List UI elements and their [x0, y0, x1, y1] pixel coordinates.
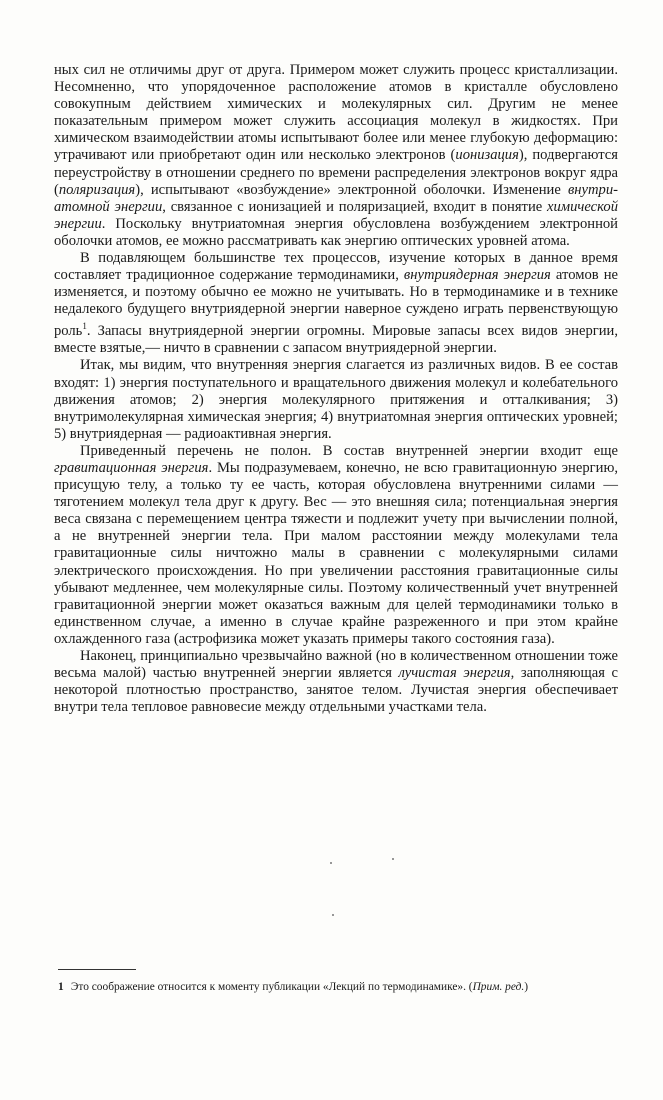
- text-run: , связанное с ионизацией и поляризацией, входит в понятие: [162, 198, 548, 215]
- main-text: [54, 62, 618, 716]
- italic-term: химической энергии: [54, 198, 618, 232]
- italic-term: поляризация: [58, 181, 136, 198]
- italic-term: гравитационная энергия: [54, 460, 209, 477]
- text-run: Наконец, принципиально чрезвычайно важной (но в количественном отношении тоже весьма малой) частью внутренней энергии является: [54, 648, 618, 682]
- text-run: В подавляющем большинстве тех процессов, изучение которых в данное время составляет традиционное содержание термодинамики,: [54, 250, 618, 284]
- text-run: Приведенный перечень не полон. В состав внутренней энергии входит еще: [80, 442, 618, 459]
- print-speck: [330, 862, 332, 864]
- text-run: ), испытывают «возбуждение» электронной оболочки. Изменение: [135, 181, 568, 198]
- paragraph-5: [54, 648, 618, 716]
- paragraph-1: [54, 62, 618, 250]
- text-run: . Мы подразумеваем, конечно, не всю гравитационную энергию, присущую телу, а только ту ее часть, которая обусловлена внутренними силами — тяготением молекул тела друг к другу. Вес — это внешняя сила; потенциальная энергия веса связана с перемещением центра тяжести и подлежит учету при вычислении полной, а не внутренней энергии тела. При малом расстоянии между молекулами тела гравитационные силы ничтожно малы в сравнении с молекулярными силами электрического происхождения. Но при увеличении расстояния гравитационные силы убывают медленнее, чем молекулярные силы. Поэтому количественный учет внутренней гравитационной энергии может оказаться важным для целей термодинамики только в единственном случае, а именно в случае крайне разреженного и при этом крайне охлажденного газа (астрофизика может указать примеры такого состояния газа).: [54, 460, 618, 647]
- footnote-editor-note: Прим. ред.: [472, 981, 525, 993]
- paragraph-3: [54, 357, 618, 442]
- footnote-ref: 1: [82, 321, 87, 332]
- italic-term: лучистая энергия: [398, 665, 511, 682]
- print-speck: [392, 858, 394, 860]
- footnote-closing: ): [524, 981, 529, 993]
- paragraph-4: [54, 443, 618, 648]
- footnote-mark: 1: [58, 981, 64, 993]
- text-run: атомов не изменяется, и поэтому обычно ее можно не учитывать. Но в термодинамике и в технике недалекого будущего внутриядерной энергии наверное суждено играть первенствующую роль: [54, 267, 619, 340]
- italic-term: внутриядерная энергия: [403, 267, 551, 284]
- footnote-divider: [58, 969, 136, 970]
- text-run: Итак, мы видим, что внутренняя энергия слагается из различных видов. В ее состав входят: 1) энергия поступательного и вращательного движения молекул и колебательного движения атомов; 2) энергия молекулярного притяжения и отталкивания; 3) внутримолекулярная химическая энергия; 4) внутриатомная энергия оптических уровней; 5) внутриядерная — радиоактивная энергия.: [54, 357, 618, 442]
- footnote-text: Это соображение относится к моменту публикации «Лекций по термодинамике». (: [70, 981, 473, 993]
- paragraph-2: [54, 250, 618, 357]
- text-run: ), подвергаются переустройству в отношении среднего по времени распределения электронов вокруг ядра (: [54, 147, 618, 198]
- text-run: ных сил не отличимы друг от друга. Примером может служить процесс кристаллизации. Несомненно, что упорядоченное расположение атомов в кристалле обусловлено совокупным действием химических и молекулярных сил. Другим не менее показательным примером может служить ассоциация молекул в жидкостях. При химическом взаимодействии атомы испытывают более или менее глубокую деформацию: утрачивают или приобретают один или несколько электронов (: [54, 62, 618, 164]
- footnote: [58, 980, 618, 995]
- print-speck: [332, 914, 334, 916]
- text-run: . Запасы внутриядерной энергии огромны. Мировые запасы всех видов энергии, вместе взятые,— ничто в сравнении с запасом внутриядерной энергии.: [54, 323, 618, 357]
- italic-term: внутриатомной энергии: [54, 181, 618, 215]
- text-run: . Поскольку внутриатомная энергия обусловлена возбуждением электронной оболочки атомов, ее можно рассматривать как энергию оптических уровней атома.: [54, 215, 618, 249]
- text-run: , заполняющая с некоторой плотностью пространство, занятое телом. Лучистая энергия обеспечивает внутри тела тепловое равновесие между отдельными участками тела.: [54, 665, 618, 716]
- italic-term: ионизация: [455, 147, 519, 164]
